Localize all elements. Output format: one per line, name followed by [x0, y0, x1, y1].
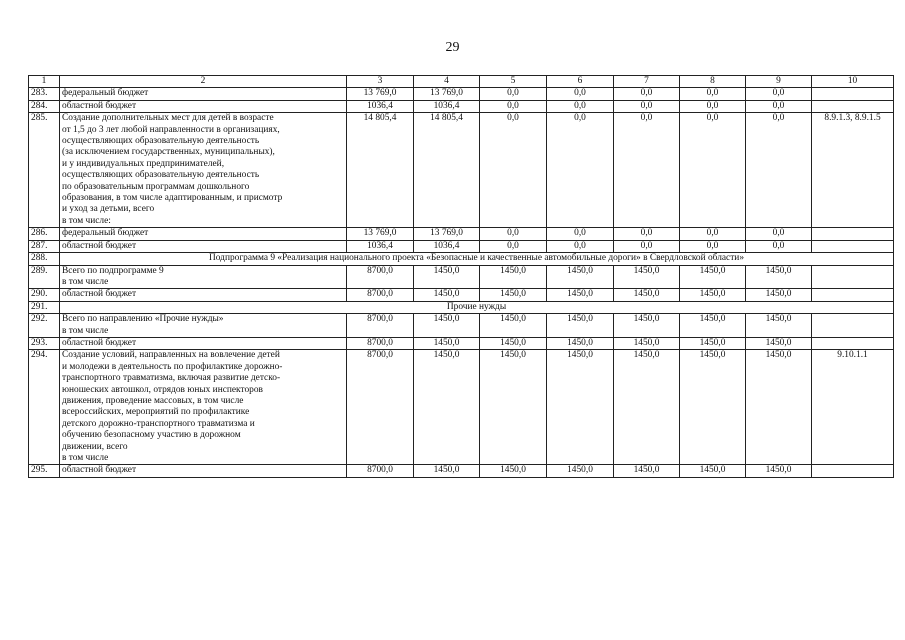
header-cell: 5 [480, 76, 547, 88]
description-line: в том числе: [62, 215, 111, 226]
value-cell: 0,0 [680, 240, 746, 252]
table-row [29, 289, 894, 301]
value-cell: 1450,0 [480, 265, 547, 289]
value-cell: 0,0 [547, 100, 614, 112]
section-title: Подпрограмма 9 «Реализация национального проекта «Безопасные и качественные автомобильные дороги» в Свердловской области» [60, 253, 894, 265]
row-number: 287. [29, 240, 60, 252]
table-row [29, 337, 894, 349]
value-cell: 0,0 [614, 113, 680, 228]
row-number: 295. [29, 465, 60, 477]
header-cell: 10 [812, 76, 894, 88]
value-cell: 0,0 [614, 88, 680, 100]
row-number: 294. [29, 350, 60, 465]
table-row [29, 113, 894, 228]
target-code [812, 88, 894, 100]
description-line: по образовательным программам дошкольного [62, 181, 250, 192]
description-line: федеральный бюджет [62, 228, 149, 239]
target-code: 9.10.1.1 [812, 350, 894, 465]
description-line: от 1,5 до 3 лет любой направленности в организациях, [62, 124, 280, 135]
row-description [60, 228, 347, 240]
target-code: 8.9.1.3, 8.9.1.5 [812, 113, 894, 228]
description-line: (за исключением государственных, муниципальных), [62, 147, 275, 158]
value-cell: 1450,0 [746, 265, 812, 289]
value-cell: 0,0 [614, 100, 680, 112]
row-number: 293. [29, 337, 60, 349]
value-cell: 1450,0 [480, 337, 547, 349]
value-cell: 1450,0 [414, 265, 480, 289]
value-cell: 1450,0 [547, 289, 614, 301]
value-cell: 13 769,0 [414, 88, 480, 100]
value-cell: 0,0 [480, 88, 547, 100]
value-cell: 0,0 [614, 228, 680, 240]
target-code [812, 240, 894, 252]
value-cell: 1450,0 [680, 314, 746, 338]
row-number: 288. [29, 253, 60, 265]
header-row [29, 76, 894, 88]
description-line: областной бюджет [62, 289, 137, 300]
value-cell: 1450,0 [746, 289, 812, 301]
value-cell: 0,0 [480, 113, 547, 228]
value-cell: 1450,0 [614, 289, 680, 301]
value-cell: 1450,0 [746, 337, 812, 349]
value-cell: 8700,0 [347, 289, 414, 301]
value-cell: 0,0 [746, 228, 812, 240]
description-line: и молодежи в деятельность по профилактике дорожно- [62, 361, 283, 372]
description-line: областной бюджет [62, 240, 137, 251]
value-cell: 0,0 [480, 240, 547, 252]
target-code [812, 337, 894, 349]
row-number: 289. [29, 265, 60, 289]
header-cell: 6 [547, 76, 614, 88]
value-cell: 1036,4 [347, 100, 414, 112]
table-row [29, 314, 894, 338]
description-line: Всего по подпрограмме 9 [62, 265, 164, 276]
value-cell: 1450,0 [614, 350, 680, 465]
row-number: 283. [29, 88, 60, 100]
row-number: 286. [29, 228, 60, 240]
value-cell: 1450,0 [746, 465, 812, 477]
value-cell: 1450,0 [547, 465, 614, 477]
row-description [60, 465, 347, 477]
value-cell: 13 769,0 [347, 228, 414, 240]
value-cell: 1450,0 [480, 314, 547, 338]
value-cell: 1450,0 [614, 265, 680, 289]
value-cell: 8700,0 [347, 265, 414, 289]
value-cell: 1450,0 [414, 289, 480, 301]
value-cell: 1450,0 [614, 465, 680, 477]
section-row [29, 301, 894, 313]
description-line: и у индивидуальных предпринимателей, [62, 158, 225, 169]
value-cell: 0,0 [614, 240, 680, 252]
row-description [60, 113, 347, 228]
value-cell: 13 769,0 [347, 88, 414, 100]
description-line: федеральный бюджет [62, 88, 149, 99]
value-cell: 0,0 [480, 100, 547, 112]
target-code [812, 100, 894, 112]
description-line: Создание дополнительных мест для детей в возрасте [62, 113, 274, 124]
value-cell: 1450,0 [547, 337, 614, 349]
table-row [29, 88, 894, 100]
value-cell: 0,0 [547, 228, 614, 240]
value-cell: 0,0 [547, 88, 614, 100]
value-cell: 1036,4 [347, 240, 414, 252]
value-cell: 0,0 [746, 113, 812, 228]
value-cell: 0,0 [680, 113, 746, 228]
section-title: Прочие нужды [60, 301, 894, 313]
description-line: осуществляющих образовательную деятельность [62, 136, 260, 147]
description-line: областной бюджет [62, 465, 137, 476]
description-line: движении, всего [62, 441, 128, 452]
table-row [29, 265, 894, 289]
value-cell: 1450,0 [746, 314, 812, 338]
budget-table [28, 75, 894, 478]
value-cell: 1450,0 [547, 265, 614, 289]
value-cell: 8700,0 [347, 350, 414, 465]
row-description [60, 289, 347, 301]
row-description [60, 265, 347, 289]
value-cell: 8700,0 [347, 337, 414, 349]
description-line: областной бюджет [62, 100, 137, 111]
value-cell: 0,0 [547, 240, 614, 252]
table-row [29, 228, 894, 240]
target-code [812, 289, 894, 301]
value-cell: 14 805,4 [414, 113, 480, 228]
description-line: обучению безопасному участию в дорожном [62, 430, 241, 441]
value-cell: 1450,0 [614, 337, 680, 349]
row-number: 284. [29, 100, 60, 112]
table-row [29, 350, 894, 465]
table-row [29, 465, 894, 477]
row-number: 285. [29, 113, 60, 228]
row-number: 290. [29, 289, 60, 301]
header-cell: 2 [60, 76, 347, 88]
description-line: детского дорожно-транспортного травматизма и [62, 418, 255, 429]
value-cell: 1450,0 [480, 350, 547, 465]
description-line: областной бюджет [62, 337, 137, 348]
value-cell: 0,0 [680, 100, 746, 112]
value-cell: 1450,0 [480, 289, 547, 301]
value-cell: 1450,0 [680, 337, 746, 349]
value-cell: 1450,0 [680, 350, 746, 465]
value-cell: 1450,0 [480, 465, 547, 477]
value-cell: 8700,0 [347, 465, 414, 477]
description-line: транспортного травматизма, включая развитие детско- [62, 373, 281, 384]
section-row [29, 253, 894, 265]
value-cell: 1450,0 [746, 350, 812, 465]
value-cell: 8700,0 [347, 314, 414, 338]
row-description [60, 314, 347, 338]
header-cell: 9 [746, 76, 812, 88]
target-code [812, 228, 894, 240]
value-cell: 1450,0 [547, 350, 614, 465]
header-cell: 8 [680, 76, 746, 88]
value-cell: 0,0 [480, 228, 547, 240]
description-line: осуществляющих образовательную деятельность [62, 170, 260, 181]
header-cell: 4 [414, 76, 480, 88]
description-line: Создание условий, направленных на вовлечение детей [62, 350, 280, 361]
value-cell: 14 805,4 [347, 113, 414, 228]
value-cell: 0,0 [547, 113, 614, 228]
description-line: Всего по направлению «Прочие нужды» [62, 314, 224, 325]
target-code [812, 465, 894, 477]
target-code [812, 265, 894, 289]
row-number: 291. [29, 301, 60, 313]
description-line: юношеских автошкол, отрядов юных инспекторов [62, 384, 263, 395]
value-cell: 13 769,0 [414, 228, 480, 240]
row-description [60, 88, 347, 100]
value-cell: 1450,0 [414, 465, 480, 477]
value-cell: 1450,0 [547, 314, 614, 338]
header-cell: 3 [347, 76, 414, 88]
description-line: в том числе [62, 453, 109, 463]
value-cell: 1450,0 [414, 350, 480, 465]
value-cell: 1450,0 [414, 314, 480, 338]
row-description [60, 350, 347, 465]
value-cell: 1450,0 [414, 337, 480, 349]
value-cell: 1036,4 [414, 240, 480, 252]
value-cell: 0,0 [746, 100, 812, 112]
value-cell: 0,0 [680, 228, 746, 240]
value-cell: 0,0 [746, 88, 812, 100]
value-cell: 0,0 [680, 88, 746, 100]
header-cell: 1 [29, 76, 60, 88]
value-cell: 1450,0 [680, 265, 746, 289]
value-cell: 1450,0 [614, 314, 680, 338]
row-description [60, 240, 347, 252]
description-line: движения, проведение массовых, в том числе [62, 395, 244, 406]
description-line: образования, в том числе адаптированным, и присмотр [62, 193, 283, 204]
page-number: 29 [445, 40, 460, 55]
table-row [29, 100, 894, 112]
value-cell: 0,0 [746, 240, 812, 252]
value-cell: 1450,0 [680, 465, 746, 477]
row-number: 292. [29, 314, 60, 338]
description-line: всероссийских, мероприятий по профилактике [62, 407, 250, 418]
value-cell: 1036,4 [414, 100, 480, 112]
table-body [29, 76, 894, 478]
value-cell: 1450,0 [680, 289, 746, 301]
row-description [60, 337, 347, 349]
description-line: и уход за детьми, всего [62, 204, 155, 215]
target-code [812, 314, 894, 338]
header-cell: 7 [614, 76, 680, 88]
row-description [60, 100, 347, 112]
description-line: в том числе [62, 325, 109, 336]
description-line: в том числе [62, 276, 109, 287]
table-row [29, 240, 894, 252]
